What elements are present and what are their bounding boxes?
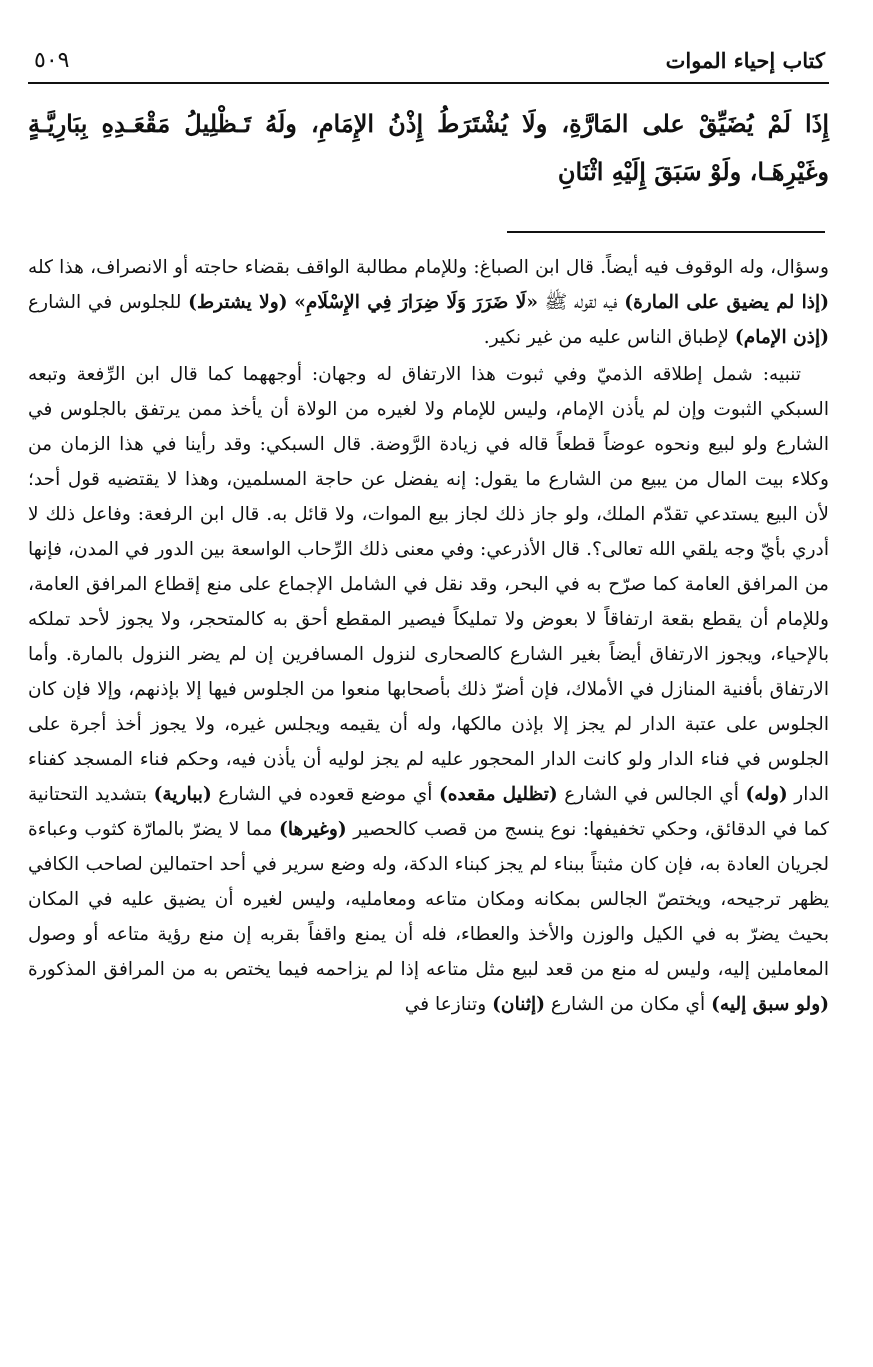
text-run: وسؤال، وله الوقوف فيه أيضاً. قال ابن الصباغ: وللإمام مطالبة الواقف بقضاء حاجته أو الانصراف، هذا كله — [28, 257, 829, 278]
text-run: أي موضع قعوده في الشارع — [211, 784, 439, 805]
bold-quote: (إذن الإمام) — [734, 327, 829, 348]
text-run: للجلوس في الشارع — [28, 292, 189, 313]
separator-rule — [507, 231, 825, 233]
text-run: تنبيه: شمل إطلاقه الذميّ وفي ثبوت هذا الارتفاق له وجهان: أوجههما كما قال ابن الرِّفعة وتبعه السبكي الثبوت وإن لم يأذن الإمام، وليس للإمام ولا لغيره من الولاة أن يأخذ ممن يرتفق بالجلوس في الشارع ولو لبيع ونحوه عوضاً قطعاً قاله في زيادة الرَّوضة. قال السبكي: وقد رأينا في هذا الزمان من وكلاء بيت المال من يبيع من الشارع ما يقول: إنه يفضل عن حاجة المسلمين، وهذا لا يقتضيه قول أحد؛ لأن البيع يستدعي تقدّم الملك، ولو جاز ذلك لجاز بيع الموات، ولا قائل به. قال ابن الرفعة: وفاعل ذلك لا أدري بأيّ وجه يلقي الله تعالى؟. قال الأذرعي: وفي معنى ذلك الرِّحاب الواسعة بين الدور في المدن، فإنها من المرافق العامة كما صرّح به في البحر، وقد نقل في الشامل الإجماع على منع إقطاع المرافق العامة، وللإمام أن يقطع بقعة ارتفاقاً لا بعوض ولا تمليكاً فيصير المقطع أحق به كالمتحجر، ولا يجوز لأحد تملكه بالإحياء، ويجوز الارتفاق أيضاً بغير الشارع كالصحارى لنزول المسافرين إن لم يضر النزول بالمارة. وأما الارتفاق بأفنية المنازل في الأملاك، فإن أضرّ ذلك بأصحابها منعوا من الجلوس فيها إلا بإذنهم، وإلا فإن كان الجلوس على عتبة الدار لم يجز إلا بإذن مالكها، وله أن يقيمه ويجلس غيره، ولا يجوز أخذ أجرة على الجلوس في فناء الدار ولو كانت الدار المحجور عليه لم يجز لوليه أن يأذن فيه، وحكم فناء المسجد كفناء الدار — [28, 364, 829, 805]
text-run: لإطباق الناس عليه من غير نكير. — [483, 327, 735, 348]
bold-quote: (تظليل مقعده) — [438, 784, 558, 805]
hadith-quote: «لَا ضَرَرَ وَلَا ضِرَارَ فِي الإِسْلَامِ» — [294, 292, 538, 313]
bold-quote: (ولا يشترط) — [188, 292, 288, 313]
commentary-paragraph-2 — [28, 357, 829, 1022]
commentary-text — [28, 250, 829, 1022]
text-run: مما لا يضرّ بالمارّة كثوب وعباءة لجريان العادة به، فإن كان مثبتاً ببناء لم يجز كبناء الدكة، وله وضع سرير في أحد احتمالين لصاحب الكافي يظهر ترجيحه، ويختصّ الجالس بمكانه ومكان متاعه ومعامليه، وليس لغيره أن يضيق عليه في المكان بحيث يضرّ به في الكيل والوزن والأخذ والعطاء، فله أن يمنع واقفاً بقربه إن منع رؤية متاعه أو وصول المعاملين إليه، وليس له منع من قعد لبيع مثل متاعه إذا لم يزاحمه فيما يختص به من المرافق المذكورة — [28, 819, 829, 980]
page-header — [28, 38, 829, 84]
bold-quote: (ولو سبق إليه) — [711, 994, 829, 1015]
book-title: كتاب إحياء الموات — [665, 47, 825, 73]
text-run: أي الجالس في الشارع — [557, 784, 746, 805]
bold-quote: (ببارية) — [153, 784, 212, 805]
page-number: ٥٠٩ — [34, 47, 70, 73]
bold-quote: (إذا لم يضيق على المارة) — [624, 292, 829, 313]
bold-quote: (وله) — [745, 784, 788, 805]
text-run: وتنازعا في — [404, 994, 493, 1015]
commentary-paragraph-1 — [28, 250, 829, 355]
bold-quote: (وغيرها) — [279, 819, 347, 840]
matn-text: إِذَا لَمْ يُضَيِّقْ على المَارَّةِ، ولَا يُشْتَرَطُ إِذْنُ الإِمَامِ، ولَهُ تَـظْلِيلُ مَقْعَـدِهِ بِبَارِيَّـةٍ وغَيْرِهَـا، ولَوْ سَبَقَ إِلَيْهِ اثْنَانِ — [28, 109, 829, 186]
bold-quote: (إثنان) — [492, 994, 545, 1015]
text-run: بتشديد التحتانية كما في الدقائق، وحكي تخفيفها: نوع ينسج من قصب كالحصير — [28, 784, 829, 840]
text-run: فيه لقوله ﷺ — [537, 292, 625, 313]
text-run: أي مكان من الشارع — [545, 994, 712, 1015]
